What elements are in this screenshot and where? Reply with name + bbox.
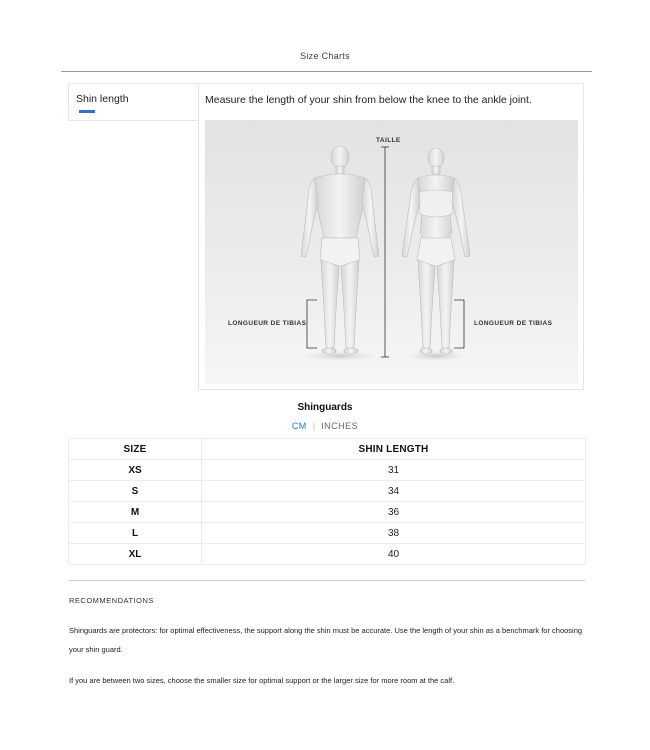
table-row xyxy=(69,460,586,481)
shin-length-cell: 31 xyxy=(202,460,586,481)
female-mannequin-icon xyxy=(402,148,470,354)
shin-bracket-left xyxy=(307,300,317,348)
title-divider xyxy=(61,71,592,72)
male-mannequin-icon xyxy=(301,146,379,354)
male-shadow xyxy=(304,351,376,361)
shin-length-cell: 34 xyxy=(202,481,586,502)
shin-length-cell: 40 xyxy=(202,544,586,565)
table-header-row xyxy=(69,439,586,460)
unit-inches-toggle[interactable]: INCHES xyxy=(321,421,359,431)
height-label: TAILLE xyxy=(376,137,401,144)
height-measure-line xyxy=(381,147,389,357)
table-row xyxy=(69,544,586,565)
modal-title: Size Charts xyxy=(300,51,350,61)
tab-shin-length-label[interactable]: Shin length xyxy=(76,93,129,105)
recommendation-paragraph: Shinguards are protectors: for optimal effectiveness, the support along the shin must be accurate. Use the length of your shin as a benchmark for choosing your shin guard. xyxy=(69,626,583,654)
table-row xyxy=(69,502,586,523)
size-cell: S xyxy=(69,481,202,502)
female-shadow xyxy=(406,351,466,361)
table-title: Shinguards xyxy=(297,402,353,413)
size-cell: M xyxy=(69,502,202,523)
size-cell: XL xyxy=(69,544,202,565)
size-table xyxy=(68,438,586,565)
mannequins-svg xyxy=(205,120,578,384)
active-tab-indicator xyxy=(79,110,95,113)
unit-separator: | xyxy=(312,421,316,431)
unit-cm-toggle[interactable]: CM xyxy=(291,421,307,431)
shin-length-column-header: SHIN LENGTH xyxy=(202,439,586,460)
measurement-illustration xyxy=(205,120,578,384)
unit-switch xyxy=(0,421,650,431)
table-row xyxy=(69,481,586,502)
recommendations-heading: RECOMMENDATIONS xyxy=(69,596,154,605)
recommendation-paragraph: If you are between two sizes, choose the smaller size for optimal support or the larger size for more room at the calf. xyxy=(69,676,455,685)
shin-length-label-left: LONGUEUR DE TIBIAS xyxy=(228,320,307,327)
shin-length-cell: 38 xyxy=(202,523,586,544)
measure-instruction: Measure the length of your shin from below the knee to the ankle joint. xyxy=(205,94,532,106)
size-column-header: SIZE xyxy=(69,439,202,460)
tab-divider xyxy=(68,120,199,121)
size-cell: L xyxy=(69,523,202,544)
table-row xyxy=(69,523,586,544)
shin-length-cell: 36 xyxy=(202,502,586,523)
recommendations-divider xyxy=(68,580,585,581)
size-cell: XS xyxy=(69,460,202,481)
shin-bracket-right xyxy=(454,300,464,348)
shin-length-label-right: LONGUEUR DE TIBIAS xyxy=(474,320,553,327)
